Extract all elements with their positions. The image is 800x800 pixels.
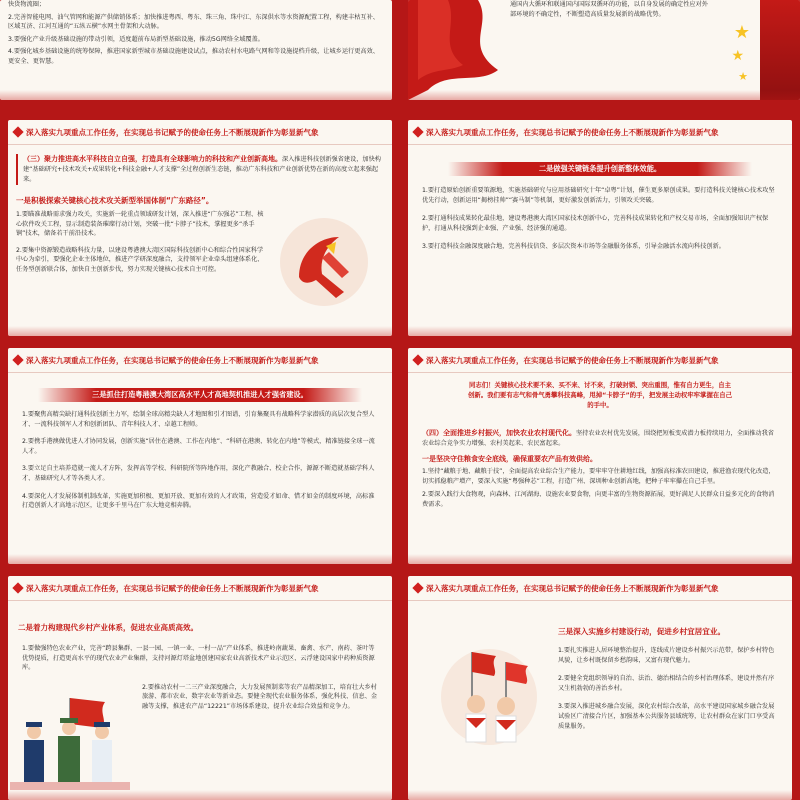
slide1-item-2: 3.要强化产业升级基础设施的带动引领，适度超前布局新型基础设施，推动5G网络全域覆盖。 xyxy=(8,35,264,43)
section-block xyxy=(422,428,778,449)
section-block xyxy=(16,154,384,185)
list-item: 1.要打造原始创新重要策源地，实施基础研究与应用基础研究十年“卓粤”计划，催生更多原创成果。要打造科技关键核心技术攻坚优先行动，创新运用“揭榜挂帅”“赛马制”等机制，更好激发创新活力，引领攻关突破。 xyxy=(422,187,775,204)
section-title: （四）全面推进乡村振兴，加快农业农村现代化。 xyxy=(422,429,576,437)
header-text: 深入落实九项重点工作任务，在实现总书记赋予的使命任务上不断展现新作为彰显新气象 xyxy=(426,127,719,137)
slide-header xyxy=(408,120,792,145)
quote-text: 同志们！关键核心技术要不来、买不来、讨不来，打破封锁、突出重围，惟有自力更生，自主创新。我们要有志气和骨气勇攀科技高峰，甩掉“卡脖子”的手，把发展主动权牢牢掌握在自己的手中。 xyxy=(467,381,733,409)
subtitle: 一是积极探索关键核心技术攻关新型举国体制“广东路径”。 xyxy=(16,196,214,205)
banner-text: 二是做强关键链条提升创新整体效能。 xyxy=(538,164,662,173)
header-text: 深入落实九项重点工作任务，在实现总书记赋予的使命任务上不断展现新作为彰显新气象 xyxy=(26,583,319,593)
list-item: 3.要深入推进城乡融合发展，深化农村综合改革，高水平建设国家城乡融合发展试验区广清接合片区，加强基本公共服务县域统筹，让农村群众在家门口享受高质量服务。 xyxy=(558,703,775,730)
diamond-icon xyxy=(412,126,423,137)
subtitle: 二是着力构建现代乡村产业体系，促进农业高质高效。 xyxy=(18,623,198,632)
star-icon: ★ xyxy=(733,22,750,43)
star-icon: ★ xyxy=(738,70,748,83)
list-item: 3.要打造科技金融深度融合地，完善科技信贷、多层次资本市场等金融服务体系，引导金融活水流向科技创新。 xyxy=(422,243,725,251)
diamond-icon xyxy=(12,354,23,365)
slide-3 xyxy=(8,120,392,336)
bottom-wave xyxy=(408,90,800,100)
list-item: 1.要扎实推进人居环境整治提升，连线成片建设乡村振兴示范带，保护乡村特色风貌，让乡村既保留乡愁韵味，又富有现代魅力。 xyxy=(558,647,775,664)
bottom-wave xyxy=(0,90,392,100)
list-item: 2.要集中资源锻造战略科技力量，以建设粤港澳大湾区国际科技创新中心和综合性国家科学中心为牵引，要强化企业主体地位，推进产学研深度融合，支持领军企业牵头组建体系化、任务型创新联合体，加快自主创新步伐，努力实现关键核心技术自主可控。 xyxy=(16,246,264,273)
section-body: 坚持农业农村优先发展，围绕把短板变成潜力板持续用力，全面推动我省农业综合竞争实力增强、农村美起来、农民富起来。 xyxy=(422,430,774,447)
banner xyxy=(448,162,752,176)
list-item: 2.要打通科技成果转化最佳地，建设粤港澳大湾区国家技术创新中心，完善科技成果转化和产权交易市场，全面加强知识产权保护，打通从科技强到企业强、产业强、经济强的通道。 xyxy=(422,215,769,232)
party-emblem-icon xyxy=(274,212,374,312)
subtitle: 三是深入实施乡村建设行动，促进乡村宜居宜业。 xyxy=(558,627,726,636)
header-text: 深入落实九项重点工作任务，在实现总书记赋予的使命任务上不断展现新作为彰显新气象 xyxy=(426,355,719,365)
slide-2 xyxy=(408,0,800,100)
bottom-wave xyxy=(8,326,392,336)
diamond-icon xyxy=(12,582,23,593)
header-text: 深入落实九项重点工作任务，在实现总书记赋予的使命任务上不断展现新作为彰显新气象 xyxy=(26,355,319,365)
red-ribbon xyxy=(760,0,800,100)
bottom-wave xyxy=(408,326,792,336)
slide-7 xyxy=(8,576,392,800)
red-flag-decoration xyxy=(408,0,518,100)
list-item: 2.要携手港澳做优进人才协同发展，创新实施“居住在港澳、工作在内地”、“科研在港澳、转化在内地”等模式，精准链接全球一流人才。 xyxy=(22,438,375,455)
slide2-text: 通国内大循环和联通国内国际双循环的功能，以自身发展的确定性应对外部环境的不确定性，不断塑造高质量发展新的战略优势。 xyxy=(510,1,708,18)
subtitle: 一是坚决守住粮食安全底线，确保重要农产品有效供给。 xyxy=(422,455,597,463)
list-item: 1.要聚焦高精尖缺打通科技创新主力军，绘制全球高精尖缺人才地图和引才图谱，引育集聚具有战略科学家潜质的高层次复合型人才、一流科技领军人才和创新团队、青年科技人才、卓越工程师。 xyxy=(22,411,375,428)
section-title: （三）聚力推进高水平科技自立自强，打造具有全球影响力的科技和产业创新高地。 xyxy=(23,155,282,163)
slide-header xyxy=(408,348,792,373)
diamond-icon xyxy=(412,582,423,593)
bottom-wave xyxy=(8,790,392,800)
slide-6 xyxy=(408,348,792,564)
bottom-wave xyxy=(408,790,792,800)
diamond-icon xyxy=(12,126,23,137)
list-item: 1.要做强特色农业产业，完善“跨县集群、一县一园、一镇一业、一村一品”产业体系，推进岭南蔬果、畜禽、水产、南药、茶叶等优势提质，打造更高水平的现代农业产业集群，支持河源灯塔盆地创建国家农业高新技术产业示范区、云浮建设国家中药种质资源库。 xyxy=(22,645,375,672)
slide-header xyxy=(8,348,392,373)
list-item: 2.要推动农村一二三产业深度融合，大力发展预制菜等农产品精深加工，培育壮大乡村旅游、都市农业、数字农业等新业态。要健全现代农业服务体系，强化科技、信息、金融等支撑，推进农产品“12221”市场体系建设，提升农业综合效益和竞争力。 xyxy=(142,683,378,710)
list-item: 1.要瞄准战略需求强力攻关，实施新一轮重点领域研发计划，深入推进“广东强芯”工程、核心软件攻关工程，显示制造装备璀璨行动计划，突破一批“卡脖子”技术，掌握更多“杀手锏”技术，储备若干前沿技术。 xyxy=(16,211,264,238)
slide-4 xyxy=(408,120,792,336)
banner xyxy=(38,388,362,402)
list-item: 2.要深入践行大食物观，向森林、江河湖海、设施农业要食物，向更丰富的生物资源拓展，更好满足人民群众日益多元化的食物消费需求。 xyxy=(422,491,775,508)
slide-header xyxy=(408,576,792,601)
list-item: 2.要健全党组织领导的自治、法治、德治相结合的乡村治理体系，建设并然有序又生机勃勃的善治乡村。 xyxy=(558,675,775,692)
header-text: 深入落实九项重点工作任务，在实现总书记赋予的使命任务上不断展现新作为彰显新气象 xyxy=(26,127,319,137)
kids-with-flags-illustration-icon xyxy=(434,642,544,752)
slide-1 xyxy=(0,0,392,100)
slide1-item-1: 2.完善智能电网、油气管网和能源产供储销体系；加快推进粤西、粤东、珠三角、珠中江、东深供水等水资源配置工程，构建丰枯互补、区域互济、江河互通的“五纵五横”水网主骨架和大动脉。 xyxy=(8,13,379,31)
slide-header xyxy=(8,120,392,145)
diamond-icon xyxy=(412,354,423,365)
header-text: 深入落实九项重点工作任务，在实现总书记赋予的使命任务上不断展现新作为彰显新气象 xyxy=(426,583,719,593)
slide1-item-3: 4.要强化城乡基础设施的统筹保障，推进国家新型城市基础设施建设试点，推动农村水电路气网和等设施提档升级，让城乡运行更高效、更安全、更智慧。 xyxy=(8,48,379,65)
section-body: 深入推进科技创新强省建设，加快构建“基础研究+技术攻关+成果转化+科技金融+人才支撑”全过程创新生态链，推动广东科技和产业创新优势在新的高度立起来强起来。 xyxy=(23,156,381,183)
list-item: 4.要深化人才发展体制机制改革，实施更加积极、更加开放、更加有效的人才政策，营造爱才如命、惜才如金的制度环境，高标准打造创新人才高地示范区，让更多千里马在广东大地竞相奔腾。 xyxy=(22,492,375,510)
bottom-wave xyxy=(408,554,792,564)
star-icon: ★ xyxy=(731,48,744,64)
bottom-wave xyxy=(8,554,392,564)
slide-header xyxy=(8,576,392,601)
soldiers-illustration-icon xyxy=(10,690,130,790)
slide-8 xyxy=(408,576,792,800)
banner-text: 三是抓住打造粤港澳大湾区高水平人才高地契机推进人才强省建设。 xyxy=(92,390,308,399)
list-item: 1.坚持“藏粮于地、藏粮于技”，全面提高农业综合生产能力，要牢牢守住耕地红线，加强高标准农田建设，推进渔农现代化改造，切实抓稳粮产增产，要深入实施“粤强种芯”工程，打造广州、深圳种业创新高地，把种子牢牢攥在自己手里。 xyxy=(422,468,775,485)
list-item: 3.要立足自主培养造就一流人才方阵，发挥高等学校、科研院所等阵地作用，深化产教融合、校企合作，源源不断造就基础学科人才、基础研究人才等各类人才。 xyxy=(22,465,375,482)
slide-5 xyxy=(8,348,392,564)
slide1-item-0: 快货物流圈； xyxy=(8,1,46,8)
